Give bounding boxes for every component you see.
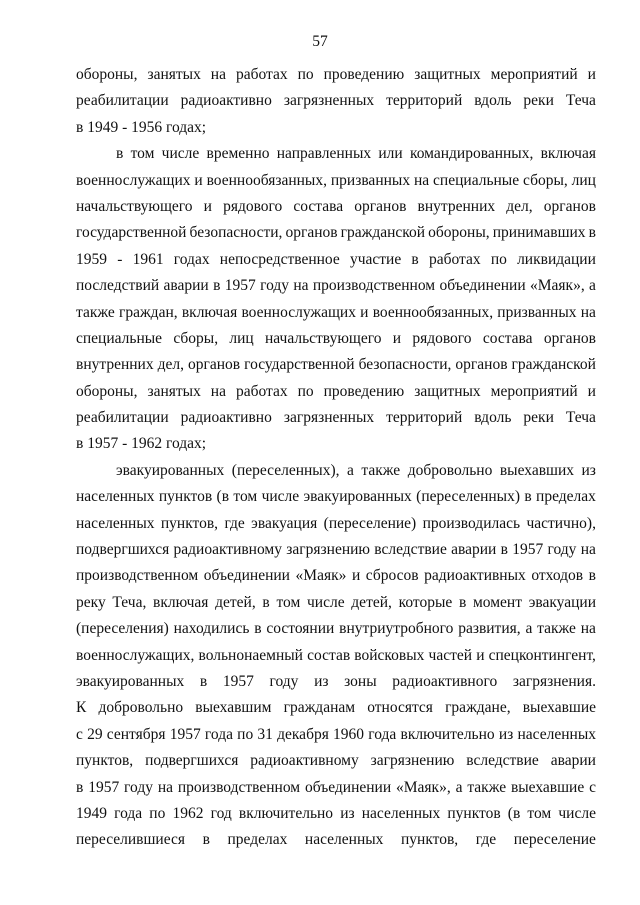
word: населенных	[517, 725, 596, 743]
word: -	[117, 250, 123, 268]
text-line	[76, 88, 596, 114]
word: момент	[472, 593, 523, 611]
word: 1957	[88, 778, 120, 796]
word: года	[368, 725, 397, 743]
word: а	[525, 620, 533, 638]
word: вдоль	[474, 92, 512, 110]
word: рядового	[223, 197, 283, 215]
word: том	[233, 488, 258, 506]
text-line	[76, 326, 596, 352]
word: года	[114, 804, 143, 822]
word: пределах	[536, 488, 596, 506]
word: мероприятий	[490, 382, 578, 400]
word: гражданам	[283, 699, 356, 717]
text-line	[76, 537, 596, 563]
word: пунктов	[158, 488, 213, 506]
word: военнослужащих,	[76, 646, 195, 664]
word: защитных	[414, 382, 481, 400]
word: населенных	[76, 514, 155, 532]
word: 31	[257, 725, 273, 743]
word: производственном	[312, 277, 436, 295]
word: развития,	[458, 620, 521, 638]
word: внутриутробного	[339, 620, 454, 638]
word: состава	[482, 329, 533, 347]
word: призванных	[330, 171, 411, 189]
word: которые	[398, 593, 453, 611]
word: военнообязанных,	[372, 303, 494, 321]
word: и	[587, 66, 596, 83]
word: том	[276, 593, 301, 611]
text-line	[76, 695, 596, 721]
text-line	[76, 801, 596, 827]
word: производилась	[422, 514, 521, 532]
word: органов	[543, 197, 596, 215]
word: обороны,	[76, 382, 138, 400]
word: занятых	[147, 382, 201, 400]
word: (переселенных)	[416, 488, 520, 506]
word: из	[498, 725, 514, 743]
word: органов	[285, 224, 338, 242]
word: дел,	[506, 197, 533, 215]
word: частей	[428, 646, 473, 664]
word: внутренних	[417, 197, 496, 215]
text-line	[76, 511, 596, 537]
word: радиоактивному	[250, 752, 359, 770]
word: состоянии	[266, 620, 335, 638]
word: из	[314, 672, 329, 690]
word: а	[347, 461, 354, 479]
word: сборы,	[523, 171, 568, 189]
text-line	[76, 273, 596, 299]
word: загрязнения.	[512, 672, 596, 690]
word: (в	[507, 804, 521, 822]
word: декабря	[277, 725, 329, 743]
word: непосредственное	[219, 250, 340, 268]
word: работах	[235, 66, 288, 83]
word: и	[194, 171, 203, 189]
word: включая	[153, 593, 209, 611]
word: на	[580, 541, 596, 559]
word: государственной	[76, 224, 187, 242]
word: 1957	[169, 725, 201, 743]
word: в	[458, 593, 467, 611]
word: выехавших	[499, 461, 574, 479]
word: гражданской	[340, 224, 426, 242]
text-line	[76, 669, 596, 695]
word: числе	[261, 488, 300, 506]
word: реабилитации	[76, 92, 169, 110]
word: состав	[307, 646, 351, 664]
word: органов	[543, 329, 596, 347]
text-line	[76, 827, 596, 853]
word: 1957	[224, 277, 256, 295]
word: с	[76, 725, 83, 743]
word: радиоактивного	[392, 672, 498, 690]
word: загрязненных	[283, 409, 375, 427]
word: реки	[523, 409, 554, 427]
word: в	[500, 541, 508, 559]
word: загрязнению	[286, 541, 370, 559]
word: по	[297, 66, 314, 83]
text-line	[76, 616, 596, 642]
word: проведению	[323, 382, 405, 400]
word: Теча,	[112, 593, 147, 611]
word: также	[467, 778, 507, 796]
page-number: 57	[312, 33, 328, 50]
word: объединении	[439, 277, 526, 295]
word: органов	[455, 356, 508, 374]
word: радиоактивных	[424, 567, 526, 585]
word: 1959	[76, 250, 107, 268]
word: году	[269, 672, 299, 690]
word: и	[360, 303, 369, 321]
word: военнослужащих	[76, 171, 191, 189]
text-line	[76, 748, 596, 774]
word: детей,	[351, 593, 392, 611]
word: частично),	[526, 514, 596, 532]
word: году	[260, 277, 290, 295]
word: в	[76, 778, 84, 796]
text-line	[76, 722, 596, 748]
word: реабилитации	[76, 409, 169, 427]
word: населенных	[76, 488, 155, 506]
word: на	[210, 382, 226, 400]
word: направленных	[276, 145, 372, 163]
word: где	[224, 514, 245, 532]
word: внутренних	[76, 356, 154, 374]
word: а	[455, 778, 463, 796]
word: в	[262, 593, 270, 611]
word: населенных	[304, 831, 384, 849]
word: работах	[235, 382, 288, 400]
text-line	[76, 775, 596, 801]
word: пунктов	[447, 804, 501, 822]
text-line	[76, 194, 596, 220]
word: отходов	[531, 567, 584, 585]
word: вдоль	[474, 409, 512, 427]
word: производственном	[76, 567, 199, 585]
word: также	[76, 303, 115, 321]
word: сборы,	[173, 329, 219, 347]
word: числе	[307, 593, 345, 611]
word: вольнонаемный	[198, 646, 303, 664]
text-line	[76, 563, 596, 589]
word: государственной	[244, 356, 355, 374]
word: в	[524, 488, 532, 506]
word: войсковых	[354, 646, 425, 664]
word: эвакуированных	[76, 672, 185, 690]
document-body	[76, 62, 596, 854]
text-line	[76, 484, 596, 510]
word: занятых	[147, 66, 201, 83]
word: из	[340, 804, 355, 822]
word: гражданской	[511, 356, 596, 374]
word: безопасности,	[189, 224, 283, 242]
text-line	[76, 590, 596, 616]
word: объединении	[304, 778, 392, 796]
word: граждане,	[445, 699, 511, 717]
word: эвакуации	[528, 593, 596, 611]
word: на	[157, 778, 174, 796]
text-line	[76, 431, 596, 457]
word: последствий	[76, 277, 160, 295]
word: в	[588, 224, 596, 242]
word: выехавшие	[510, 778, 585, 796]
word: пунктов,	[76, 752, 134, 770]
word: Теча	[565, 409, 596, 427]
word: в	[116, 145, 124, 163]
text-line	[76, 247, 596, 273]
word: в	[588, 567, 596, 585]
word: аварии	[550, 752, 596, 770]
word: аварии	[163, 277, 209, 295]
word: лиц	[571, 171, 596, 189]
word: военнообязанных,	[206, 171, 327, 189]
word: работах	[428, 250, 481, 268]
word: в	[202, 831, 210, 849]
word: дел,	[157, 356, 184, 374]
word: «Маяк»	[295, 567, 347, 585]
text-line	[76, 168, 596, 194]
word: включительно	[238, 804, 334, 822]
word: К	[76, 699, 87, 717]
word: выехавшим	[195, 699, 272, 717]
word: военнослужащих	[241, 303, 356, 321]
word: включительно	[400, 725, 495, 743]
text-line	[76, 115, 596, 141]
word: подвергшихся	[145, 752, 239, 770]
word: обороны,	[428, 224, 490, 242]
text-line	[76, 220, 596, 246]
text-line	[76, 405, 596, 431]
word: также	[537, 620, 576, 638]
word: (переселения)	[76, 620, 169, 638]
word: детей,	[215, 593, 256, 611]
word: состава	[293, 197, 344, 215]
word: в	[213, 277, 221, 295]
word: граждан,	[118, 303, 178, 321]
word: выехавшие	[522, 699, 596, 717]
word: и	[351, 567, 361, 585]
word: на	[413, 171, 430, 189]
word: года	[204, 725, 233, 743]
word: реку	[76, 593, 106, 611]
word: специальные	[76, 329, 163, 347]
word: на	[210, 66, 226, 83]
word: участие	[349, 250, 402, 268]
word: пределах	[227, 831, 288, 849]
word: и	[476, 646, 485, 664]
word: на	[293, 277, 309, 295]
word: относятся	[367, 699, 433, 717]
word: временно	[206, 145, 270, 163]
word: начальствующего	[76, 197, 193, 215]
word: 1962	[172, 804, 204, 822]
word: по	[490, 250, 507, 268]
word: том	[527, 804, 552, 822]
word: в	[199, 672, 208, 690]
text-line	[76, 352, 596, 378]
word: зоны	[344, 672, 377, 690]
word: безопасности,	[358, 356, 452, 374]
word: на	[580, 303, 596, 321]
word: в	[254, 620, 262, 638]
word: по	[149, 804, 166, 822]
word: вследствие	[466, 752, 539, 770]
word: пунктов,	[401, 831, 459, 849]
word: 29	[87, 725, 103, 743]
word: радиоактивному	[173, 541, 282, 559]
word: сбросов	[365, 567, 419, 585]
word: защитных	[414, 66, 481, 83]
word: ликвидации	[517, 250, 596, 268]
word: на	[580, 620, 596, 638]
text-line	[76, 458, 596, 484]
word: эвакуированных	[303, 488, 412, 506]
word: специальные	[433, 171, 520, 189]
word: пунктов,	[160, 514, 219, 532]
word: призванных	[497, 303, 577, 321]
word: загрязненных	[283, 92, 375, 110]
word: командированных,	[409, 145, 534, 163]
word: с	[589, 778, 596, 796]
word: добровольно	[407, 461, 493, 479]
word: спецконтингент,	[488, 646, 596, 664]
word: включая	[540, 145, 596, 163]
word: (переселенных),	[231, 461, 340, 479]
word: числе	[161, 145, 200, 163]
word: 1960	[333, 725, 365, 743]
word: и	[203, 197, 212, 215]
word: по	[237, 725, 254, 743]
text-line	[76, 300, 596, 326]
word: сентября	[106, 725, 166, 743]
word: населенных	[361, 804, 441, 822]
word: добровольно	[98, 699, 184, 717]
word: а	[589, 277, 596, 295]
word: годах	[173, 250, 210, 268]
word: год	[210, 804, 232, 822]
word: 1957	[222, 672, 254, 690]
word: производственном	[177, 778, 301, 796]
text-line	[76, 643, 596, 669]
word: по	[297, 382, 314, 400]
word: рядового	[412, 329, 472, 347]
text-line	[76, 141, 596, 167]
word: «Маяк»,	[396, 778, 451, 796]
word: подвергшихся	[76, 541, 170, 559]
word: в	[411, 250, 419, 268]
word: загрязнению	[370, 752, 455, 770]
word: году	[124, 778, 153, 796]
word: и	[392, 329, 402, 347]
word: переселившиеся	[76, 831, 185, 849]
word: эвакуация	[251, 514, 318, 532]
word: числе	[558, 804, 596, 822]
word: 1957	[512, 541, 544, 559]
word: переселение	[513, 831, 596, 849]
word: начальствующего	[264, 329, 382, 347]
word: аварии	[451, 541, 497, 559]
word: лиц	[229, 329, 254, 347]
word: включая	[181, 303, 238, 321]
word: (переселение)	[323, 514, 417, 532]
word: (в	[216, 488, 230, 506]
word: радиоактивно	[180, 92, 272, 110]
word: находились	[173, 620, 250, 638]
word: где	[475, 831, 497, 849]
word: Теча	[565, 92, 596, 110]
word: вследствие	[374, 541, 447, 559]
word: органов	[354, 197, 407, 215]
line-text: в 1957 - 1962 годах;	[76, 435, 207, 453]
word: 1961	[132, 250, 164, 268]
word: году	[547, 541, 577, 559]
word: территорий	[386, 92, 463, 110]
word: том	[130, 145, 155, 163]
text-line	[76, 62, 596, 88]
word: из	[581, 461, 596, 479]
word: эвакуированных	[116, 461, 225, 479]
word: органов	[187, 356, 241, 374]
word: реки	[523, 92, 554, 110]
word: радиоактивно	[180, 409, 272, 427]
word: объединении	[203, 567, 290, 585]
line-text: в 1949 - 1956 годах;	[76, 118, 207, 136]
word: и	[587, 382, 596, 400]
word: проведению	[323, 66, 405, 83]
word: мероприятий	[490, 66, 578, 83]
text-line	[76, 379, 596, 405]
word: территорий	[386, 409, 463, 427]
word: «Маяк»,	[530, 277, 585, 295]
word: обороны,	[76, 66, 138, 83]
word: 1949	[76, 804, 107, 822]
word: или	[378, 145, 403, 163]
word: принимавших	[492, 224, 586, 242]
word: также	[361, 461, 401, 479]
